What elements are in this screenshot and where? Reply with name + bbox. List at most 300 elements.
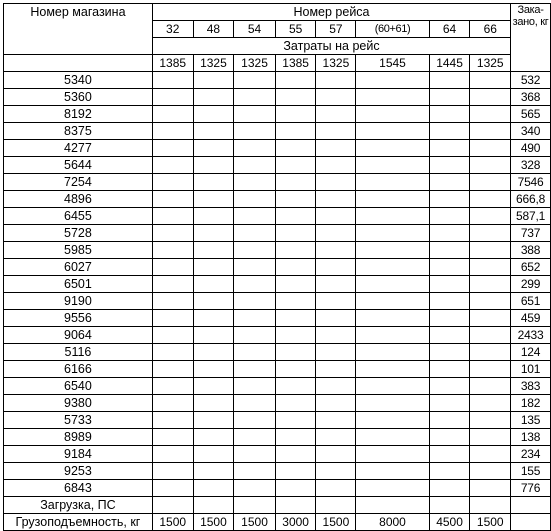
allocation-cell[interactable] bbox=[429, 191, 470, 208]
route-cost-cell: 1325 bbox=[470, 55, 511, 72]
allocation-cell[interactable] bbox=[429, 208, 470, 225]
allocation-cell[interactable] bbox=[429, 259, 470, 276]
allocation-cell[interactable] bbox=[470, 276, 511, 293]
table-row bbox=[4, 480, 551, 497]
store-number-cell: 8192 bbox=[4, 106, 153, 123]
allocation-cell[interactable] bbox=[429, 412, 470, 429]
allocation-cell[interactable] bbox=[152, 327, 193, 344]
allocation-cell[interactable] bbox=[234, 225, 276, 242]
allocation-cell[interactable] bbox=[316, 429, 356, 446]
allocation-cell[interactable] bbox=[356, 361, 429, 378]
allocation-cell[interactable] bbox=[316, 344, 356, 361]
ordered-kg-cell: 383 bbox=[511, 378, 551, 395]
store-number-cell: 5340 bbox=[4, 72, 153, 89]
store-number-cell: 6027 bbox=[4, 259, 153, 276]
allocation-cell[interactable] bbox=[193, 480, 234, 497]
ordered-kg-cell: 155 bbox=[511, 463, 551, 480]
allocation-cell[interactable] bbox=[152, 412, 193, 429]
allocation-cell[interactable] bbox=[193, 327, 234, 344]
allocation-cell[interactable] bbox=[470, 191, 511, 208]
allocation-cell[interactable] bbox=[316, 106, 356, 123]
allocation-cell[interactable] bbox=[316, 225, 356, 242]
allocation-cell[interactable] bbox=[429, 89, 470, 106]
allocation-cell[interactable] bbox=[429, 327, 470, 344]
store-number-cell: 9064 bbox=[4, 327, 153, 344]
allocation-cell[interactable] bbox=[152, 123, 193, 140]
allocation-cell[interactable] bbox=[316, 259, 356, 276]
allocation-cell[interactable] bbox=[356, 395, 429, 412]
ordered-kg-cell: 666,8 bbox=[511, 191, 551, 208]
store-number-cell: 5985 bbox=[4, 242, 153, 259]
allocation-cell[interactable] bbox=[275, 123, 316, 140]
allocation-cell[interactable] bbox=[316, 191, 356, 208]
allocation-cell[interactable] bbox=[470, 157, 511, 174]
allocation-cell[interactable] bbox=[193, 463, 234, 480]
allocation-cell[interactable] bbox=[152, 208, 193, 225]
allocation-cell[interactable] bbox=[470, 361, 511, 378]
store-number-cell: 8989 bbox=[4, 429, 153, 446]
table-row bbox=[4, 446, 551, 463]
allocation-cell[interactable] bbox=[470, 429, 511, 446]
allocation-cell[interactable] bbox=[152, 276, 193, 293]
load-cell[interactable] bbox=[470, 497, 511, 514]
allocation-cell[interactable] bbox=[152, 378, 193, 395]
table-row bbox=[4, 140, 551, 157]
allocation-cell[interactable] bbox=[470, 463, 511, 480]
allocation-cell[interactable] bbox=[234, 310, 276, 327]
allocation-cell[interactable] bbox=[193, 89, 234, 106]
capacity-cell: 1500 bbox=[193, 514, 234, 531]
store-number-cell: 6501 bbox=[4, 276, 153, 293]
route-cost-header: Затраты на рейс bbox=[152, 38, 510, 55]
allocation-cell[interactable] bbox=[193, 123, 234, 140]
allocation-cell[interactable] bbox=[429, 463, 470, 480]
allocation-cell[interactable] bbox=[470, 208, 511, 225]
table-row bbox=[4, 72, 551, 89]
allocation-cell[interactable] bbox=[316, 242, 356, 259]
allocation-cell[interactable] bbox=[234, 106, 276, 123]
allocation-cell[interactable] bbox=[234, 378, 276, 395]
table-row bbox=[4, 327, 551, 344]
store-number-cell: 9556 bbox=[4, 310, 153, 327]
allocation-cell[interactable] bbox=[356, 378, 429, 395]
allocation-cell[interactable] bbox=[152, 225, 193, 242]
allocation-cell[interactable] bbox=[193, 361, 234, 378]
allocation-cell[interactable] bbox=[316, 361, 356, 378]
load-cell[interactable] bbox=[152, 497, 193, 514]
allocation-cell[interactable] bbox=[429, 446, 470, 463]
table-row bbox=[4, 293, 551, 310]
allocation-cell[interactable] bbox=[316, 327, 356, 344]
route-cost-cell: 1325 bbox=[316, 55, 356, 72]
allocation-cell[interactable] bbox=[356, 310, 429, 327]
store-number-cell: 4896 bbox=[4, 191, 153, 208]
allocation-cell[interactable] bbox=[470, 344, 511, 361]
allocation-cell[interactable] bbox=[275, 89, 316, 106]
allocation-cell[interactable] bbox=[275, 140, 316, 157]
allocation-cell[interactable] bbox=[356, 259, 429, 276]
store-number-cell: 8375 bbox=[4, 123, 153, 140]
allocation-cell[interactable] bbox=[356, 412, 429, 429]
table-row bbox=[4, 429, 551, 446]
allocation-cell[interactable] bbox=[275, 310, 316, 327]
store-number-cell: 6455 bbox=[4, 208, 153, 225]
allocation-cell[interactable] bbox=[470, 480, 511, 497]
route-number-cell: 66 bbox=[470, 21, 511, 38]
allocation-cell[interactable] bbox=[193, 106, 234, 123]
allocation-cell[interactable] bbox=[356, 191, 429, 208]
table-row bbox=[4, 344, 551, 361]
allocation-cell[interactable] bbox=[152, 191, 193, 208]
table-row bbox=[4, 463, 551, 480]
allocation-cell[interactable] bbox=[152, 395, 193, 412]
allocation-cell[interactable] bbox=[356, 276, 429, 293]
route-number-header: Номер рейса bbox=[152, 4, 510, 21]
allocation-cell[interactable] bbox=[152, 140, 193, 157]
allocation-cell[interactable] bbox=[275, 378, 316, 395]
allocation-cell[interactable] bbox=[356, 225, 429, 242]
allocation-cell[interactable] bbox=[429, 344, 470, 361]
allocation-cell[interactable] bbox=[275, 327, 316, 344]
allocation-cell[interactable] bbox=[152, 242, 193, 259]
allocation-cell[interactable] bbox=[152, 446, 193, 463]
allocation-cell[interactable] bbox=[152, 157, 193, 174]
allocation-cell[interactable] bbox=[429, 72, 470, 89]
store-number-cell: 6166 bbox=[4, 361, 153, 378]
allocation-cell[interactable] bbox=[234, 191, 276, 208]
allocation-cell[interactable] bbox=[470, 242, 511, 259]
allocation-cell[interactable] bbox=[316, 140, 356, 157]
allocation-cell[interactable] bbox=[429, 225, 470, 242]
allocation-cell[interactable] bbox=[356, 344, 429, 361]
route-cost-cell: 1545 bbox=[356, 55, 429, 72]
allocation-cell[interactable] bbox=[234, 72, 276, 89]
allocation-cell[interactable] bbox=[356, 293, 429, 310]
ordered-kg-cell: 124 bbox=[511, 344, 551, 361]
allocation-cell[interactable] bbox=[316, 276, 356, 293]
allocation-cell[interactable] bbox=[152, 293, 193, 310]
allocation-cell[interactable] bbox=[234, 89, 276, 106]
allocation-cell[interactable] bbox=[193, 242, 234, 259]
allocation-cell[interactable] bbox=[429, 140, 470, 157]
allocation-cell[interactable] bbox=[429, 480, 470, 497]
allocation-cell[interactable] bbox=[152, 310, 193, 327]
allocation-cell[interactable] bbox=[234, 259, 276, 276]
allocation-cell[interactable] bbox=[275, 344, 316, 361]
capacity-cell: 1500 bbox=[152, 514, 193, 531]
load-cell[interactable] bbox=[234, 497, 276, 514]
allocation-cell[interactable] bbox=[429, 123, 470, 140]
table-row bbox=[4, 89, 551, 106]
allocation-cell[interactable] bbox=[275, 106, 316, 123]
allocation-cell[interactable] bbox=[193, 293, 234, 310]
store-number-header: Номер магазина bbox=[4, 4, 153, 55]
table-row bbox=[4, 259, 551, 276]
allocation-cell[interactable] bbox=[152, 89, 193, 106]
allocation-cell[interactable] bbox=[275, 412, 316, 429]
capacity-cell: 1500 bbox=[470, 514, 511, 531]
allocation-cell[interactable] bbox=[356, 463, 429, 480]
allocation-cell[interactable] bbox=[193, 208, 234, 225]
allocation-cell[interactable] bbox=[193, 191, 234, 208]
allocation-cell[interactable] bbox=[275, 208, 316, 225]
allocation-cell[interactable] bbox=[152, 72, 193, 89]
ordered-kg-header bbox=[511, 4, 551, 72]
capacity-row bbox=[4, 514, 551, 531]
allocation-cell[interactable] bbox=[316, 412, 356, 429]
allocation-cell[interactable] bbox=[356, 327, 429, 344]
allocation-cell[interactable] bbox=[275, 480, 316, 497]
allocation-cell[interactable] bbox=[470, 259, 511, 276]
allocation-cell[interactable] bbox=[275, 191, 316, 208]
allocation-cell[interactable] bbox=[356, 174, 429, 191]
ordered-kg-cell: 234 bbox=[511, 446, 551, 463]
allocation-cell[interactable] bbox=[356, 89, 429, 106]
store-number-cell: 5644 bbox=[4, 157, 153, 174]
table-row bbox=[4, 276, 551, 293]
capacity-cell: 4500 bbox=[429, 514, 470, 531]
ordered-kg-cell: 135 bbox=[511, 412, 551, 429]
allocation-cell[interactable] bbox=[234, 157, 276, 174]
allocation-cell[interactable] bbox=[193, 157, 234, 174]
allocation-cell[interactable] bbox=[470, 310, 511, 327]
allocation-cell[interactable] bbox=[429, 429, 470, 446]
allocation-cell[interactable] bbox=[275, 276, 316, 293]
allocation-cell[interactable] bbox=[316, 378, 356, 395]
table-row bbox=[4, 378, 551, 395]
allocation-cell[interactable] bbox=[193, 446, 234, 463]
allocation-cell[interactable] bbox=[193, 174, 234, 191]
ordered-kg-cell: 490 bbox=[511, 140, 551, 157]
ordered-kg-cell: 340 bbox=[511, 123, 551, 140]
allocation-cell[interactable] bbox=[316, 446, 356, 463]
allocation-cell[interactable] bbox=[316, 293, 356, 310]
allocation-cell[interactable] bbox=[275, 242, 316, 259]
capacity-cell: 1500 bbox=[234, 514, 276, 531]
capacity-cell: 1500 bbox=[316, 514, 356, 531]
allocation-cell[interactable] bbox=[470, 174, 511, 191]
allocation-cell[interactable] bbox=[193, 310, 234, 327]
allocation-cell[interactable] bbox=[316, 480, 356, 497]
allocation-cell[interactable] bbox=[470, 378, 511, 395]
allocation-cell[interactable] bbox=[470, 140, 511, 157]
allocation-cell[interactable] bbox=[152, 344, 193, 361]
ordered-kg-cell: 138 bbox=[511, 429, 551, 446]
allocation-cell[interactable] bbox=[234, 344, 276, 361]
load-cell[interactable] bbox=[356, 497, 429, 514]
allocation-cell[interactable] bbox=[356, 106, 429, 123]
allocation-cell[interactable] bbox=[429, 310, 470, 327]
table-row bbox=[4, 157, 551, 174]
allocation-cell[interactable] bbox=[234, 276, 276, 293]
store-number-cell: 9380 bbox=[4, 395, 153, 412]
allocation-cell[interactable] bbox=[234, 395, 276, 412]
capacity-label: Грузоподъемность, кг bbox=[4, 514, 153, 531]
allocation-cell[interactable] bbox=[275, 293, 316, 310]
allocation-cell[interactable] bbox=[470, 395, 511, 412]
store-number-cell: 4277 bbox=[4, 140, 153, 157]
allocation-cell[interactable] bbox=[152, 259, 193, 276]
allocation-cell[interactable] bbox=[275, 361, 316, 378]
store-number-cell: 9253 bbox=[4, 463, 153, 480]
table-row bbox=[4, 412, 551, 429]
table-row bbox=[4, 361, 551, 378]
allocation-cell[interactable] bbox=[429, 106, 470, 123]
ordered-kg-cell: 101 bbox=[511, 361, 551, 378]
allocation-cell[interactable] bbox=[152, 429, 193, 446]
allocation-cell[interactable] bbox=[275, 174, 316, 191]
allocation-cell[interactable] bbox=[275, 157, 316, 174]
allocation-cell[interactable] bbox=[193, 276, 234, 293]
allocation-cell[interactable] bbox=[429, 395, 470, 412]
route-cost-cell: 1385 bbox=[275, 55, 316, 72]
table-row bbox=[4, 395, 551, 412]
allocation-cell[interactable] bbox=[316, 157, 356, 174]
load-cell[interactable] bbox=[316, 497, 356, 514]
allocation-cell[interactable] bbox=[316, 208, 356, 225]
allocation-cell[interactable] bbox=[356, 208, 429, 225]
allocation-cell[interactable] bbox=[152, 361, 193, 378]
allocation-cell[interactable] bbox=[470, 412, 511, 429]
route-cost-cell: 1325 bbox=[193, 55, 234, 72]
capacity-cell: 8000 bbox=[356, 514, 429, 531]
allocation-cell[interactable] bbox=[234, 446, 276, 463]
allocation-cell[interactable] bbox=[234, 480, 276, 497]
allocation-cell[interactable] bbox=[234, 327, 276, 344]
allocation-cell[interactable] bbox=[316, 463, 356, 480]
allocation-cell[interactable] bbox=[356, 480, 429, 497]
empty-header-cell bbox=[4, 55, 153, 72]
allocation-cell[interactable] bbox=[316, 174, 356, 191]
allocation-cell[interactable] bbox=[429, 361, 470, 378]
load-label: Загрузка, ПС bbox=[4, 497, 153, 514]
ordered-kg-cell: 2433 bbox=[511, 327, 551, 344]
allocation-cell[interactable] bbox=[234, 208, 276, 225]
allocation-cell[interactable] bbox=[470, 72, 511, 89]
allocation-cell[interactable] bbox=[470, 106, 511, 123]
allocation-cell[interactable] bbox=[152, 480, 193, 497]
allocation-cell[interactable] bbox=[429, 157, 470, 174]
route-number-cell: 54 bbox=[234, 21, 276, 38]
load-cell[interactable] bbox=[429, 497, 470, 514]
ordered-kg-cell: 652 bbox=[511, 259, 551, 276]
route-cost-cell: 1325 bbox=[234, 55, 276, 72]
allocation-cell[interactable] bbox=[275, 72, 316, 89]
allocation-cell[interactable] bbox=[470, 446, 511, 463]
store-number-cell: 6540 bbox=[4, 378, 153, 395]
allocation-cell[interactable] bbox=[356, 242, 429, 259]
allocation-cell[interactable] bbox=[356, 157, 429, 174]
allocation-cell[interactable] bbox=[275, 225, 316, 242]
store-number-cell: 9190 bbox=[4, 293, 153, 310]
allocation-cell[interactable] bbox=[152, 174, 193, 191]
allocation-cell[interactable] bbox=[193, 378, 234, 395]
allocation-cell[interactable] bbox=[193, 344, 234, 361]
ordered-kg-cell: 532 bbox=[511, 72, 551, 89]
allocation-cell[interactable] bbox=[234, 412, 276, 429]
allocation-cell[interactable] bbox=[316, 310, 356, 327]
store-number-cell: 9184 bbox=[4, 446, 153, 463]
allocation-cell[interactable] bbox=[470, 225, 511, 242]
allocation-cell[interactable] bbox=[275, 446, 316, 463]
allocation-cell[interactable] bbox=[429, 174, 470, 191]
ordered-kg-cell: 776 bbox=[511, 480, 551, 497]
route-number-cell: 48 bbox=[193, 21, 234, 38]
allocation-cell[interactable] bbox=[234, 293, 276, 310]
allocation-cell[interactable] bbox=[234, 140, 276, 157]
allocation-cell[interactable] bbox=[193, 72, 234, 89]
store-number-cell: 5116 bbox=[4, 344, 153, 361]
allocation-cell[interactable] bbox=[356, 123, 429, 140]
allocation-cell[interactable] bbox=[470, 123, 511, 140]
allocation-cell[interactable] bbox=[275, 429, 316, 446]
allocation-cell[interactable] bbox=[429, 378, 470, 395]
allocation-cell[interactable] bbox=[429, 242, 470, 259]
allocation-cell[interactable] bbox=[429, 276, 470, 293]
allocation-cell[interactable] bbox=[234, 361, 276, 378]
route-planning-table bbox=[3, 3, 551, 531]
allocation-cell[interactable] bbox=[193, 140, 234, 157]
route-number-cell: 64 bbox=[429, 21, 470, 38]
store-number-cell: 6843 bbox=[4, 480, 153, 497]
allocation-cell[interactable] bbox=[316, 123, 356, 140]
table-row bbox=[4, 174, 551, 191]
ordered-kg-cell: 651 bbox=[511, 293, 551, 310]
allocation-cell[interactable] bbox=[234, 123, 276, 140]
load-cell[interactable] bbox=[193, 497, 234, 514]
allocation-cell[interactable] bbox=[470, 89, 511, 106]
allocation-cell[interactable] bbox=[193, 412, 234, 429]
allocation-cell[interactable] bbox=[470, 327, 511, 344]
allocation-cell[interactable] bbox=[316, 72, 356, 89]
allocation-cell[interactable] bbox=[429, 293, 470, 310]
allocation-cell[interactable] bbox=[193, 259, 234, 276]
allocation-cell[interactable] bbox=[356, 446, 429, 463]
allocation-cell[interactable] bbox=[356, 72, 429, 89]
allocation-cell[interactable] bbox=[275, 259, 316, 276]
allocation-cell[interactable] bbox=[193, 429, 234, 446]
load-cell[interactable] bbox=[275, 497, 316, 514]
allocation-cell[interactable] bbox=[316, 89, 356, 106]
allocation-cell[interactable] bbox=[316, 395, 356, 412]
ordered-kg-cell: 328 bbox=[511, 157, 551, 174]
allocation-cell[interactable] bbox=[152, 463, 193, 480]
ordered-kg-cell: 737 bbox=[511, 225, 551, 242]
allocation-cell[interactable] bbox=[234, 429, 276, 446]
allocation-cell[interactable] bbox=[275, 395, 316, 412]
store-number-cell: 5728 bbox=[4, 225, 153, 242]
allocation-cell[interactable] bbox=[275, 463, 316, 480]
ordered-kg-cell: 7546 bbox=[511, 174, 551, 191]
allocation-cell[interactable] bbox=[234, 242, 276, 259]
allocation-cell[interactable] bbox=[234, 463, 276, 480]
allocation-cell[interactable] bbox=[193, 225, 234, 242]
ordered-kg-cell: 368 bbox=[511, 89, 551, 106]
route-cost-cell: 1445 bbox=[429, 55, 470, 72]
route-number-cell: 32 bbox=[152, 21, 193, 38]
capacity-cell: 3000 bbox=[275, 514, 316, 531]
allocation-cell[interactable] bbox=[470, 293, 511, 310]
ordered-kg-cell: 388 bbox=[511, 242, 551, 259]
allocation-cell[interactable] bbox=[234, 174, 276, 191]
allocation-cell[interactable] bbox=[356, 429, 429, 446]
ordered-kg-cell: 565 bbox=[511, 106, 551, 123]
allocation-cell[interactable] bbox=[356, 140, 429, 157]
allocation-cell[interactable] bbox=[152, 106, 193, 123]
ordered-kg-cell: 459 bbox=[511, 310, 551, 327]
allocation-cell[interactable] bbox=[193, 395, 234, 412]
table-row bbox=[4, 208, 551, 225]
